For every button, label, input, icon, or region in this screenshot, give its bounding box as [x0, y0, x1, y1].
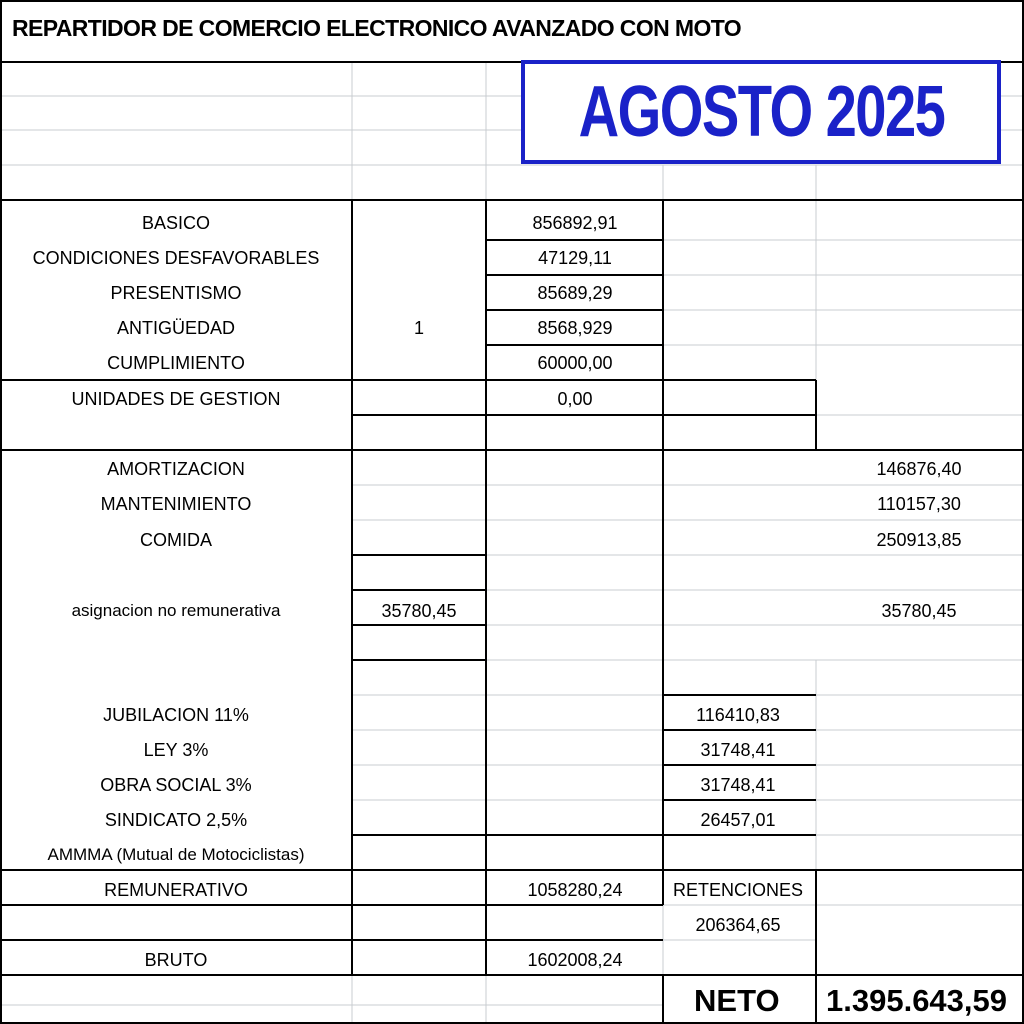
label-jubilacion: JUBILACION 11% — [103, 705, 249, 725]
period-banner — [521, 60, 1001, 164]
mantenimiento-value: 110157,30 — [877, 494, 961, 514]
page-title: REPARTIDOR DE COMERCIO ELECTRONICO AVANZADO CON MOTO — [12, 15, 742, 41]
label-ammma: AMMMA (Mutual de Motociclistas) — [47, 845, 305, 864]
label-amortizacion: AMORTIZACION — [107, 459, 245, 479]
basico-value: 856892,91 — [532, 213, 618, 233]
label-asignacion: asignacion no remunerativa — [71, 601, 281, 620]
neto-label: NETO — [694, 983, 780, 1018]
label-unidades: UNIDADES DE GESTION — [71, 389, 281, 409]
label-sindicato: SINDICATO 2,5% — [104, 810, 248, 830]
label-antiguedad: ANTIGÜEDAD — [116, 318, 236, 338]
cumplimiento-value: 60000,00 — [537, 353, 613, 373]
label-cumplimiento: CUMPLIMIENTO — [107, 353, 245, 373]
unidades-value: 0,00 — [557, 389, 593, 409]
remunerativo-value: 1058280,24 — [527, 880, 623, 900]
condiciones-value: 47129,11 — [538, 248, 612, 268]
jubilacion-value: 116410,83 — [696, 705, 780, 725]
label-basico: BASICO — [141, 213, 211, 233]
label-ley: LEY 3% — [143, 740, 209, 760]
label-presentismo: PRESENTISMO — [110, 283, 242, 303]
label-mantenimiento: MANTENIMIENTO — [100, 494, 252, 514]
label-bruto: BRUTO — [144, 950, 208, 970]
asignacion-value-col2: 35780,45 — [381, 601, 457, 621]
asignacion-value-col5: 35780,45 — [881, 601, 957, 621]
label-obra-social: OBRA SOCIAL 3% — [100, 775, 252, 795]
obra-social-value: 31748,41 — [700, 775, 776, 795]
label-condiciones: CONDICIONES DESFAVORABLES — [32, 248, 320, 268]
amortizacion-value: 146876,40 — [876, 459, 962, 479]
antiguedad-value: 8568,929 — [537, 318, 613, 338]
period-label: AGOSTO 2025 — [578, 72, 944, 152]
antiguedad-years: 1 — [413, 318, 425, 338]
neto-value: 1.395.643,59 — [826, 983, 1008, 1018]
comida-value: 250913,85 — [876, 530, 962, 550]
ley-value: 31748,41 — [700, 740, 776, 760]
retenciones-label: RETENCIONES — [672, 880, 804, 900]
label-remunerativo: REMUNERATIVO — [104, 880, 248, 900]
presentismo-value: 85689,29 — [537, 283, 613, 303]
retenciones-total-value: 206364,65 — [695, 915, 781, 935]
bruto-value: 1602008,24 — [527, 950, 623, 970]
sindicato-value: 26457,01 — [700, 810, 776, 830]
label-comida: COMIDA — [140, 530, 212, 550]
